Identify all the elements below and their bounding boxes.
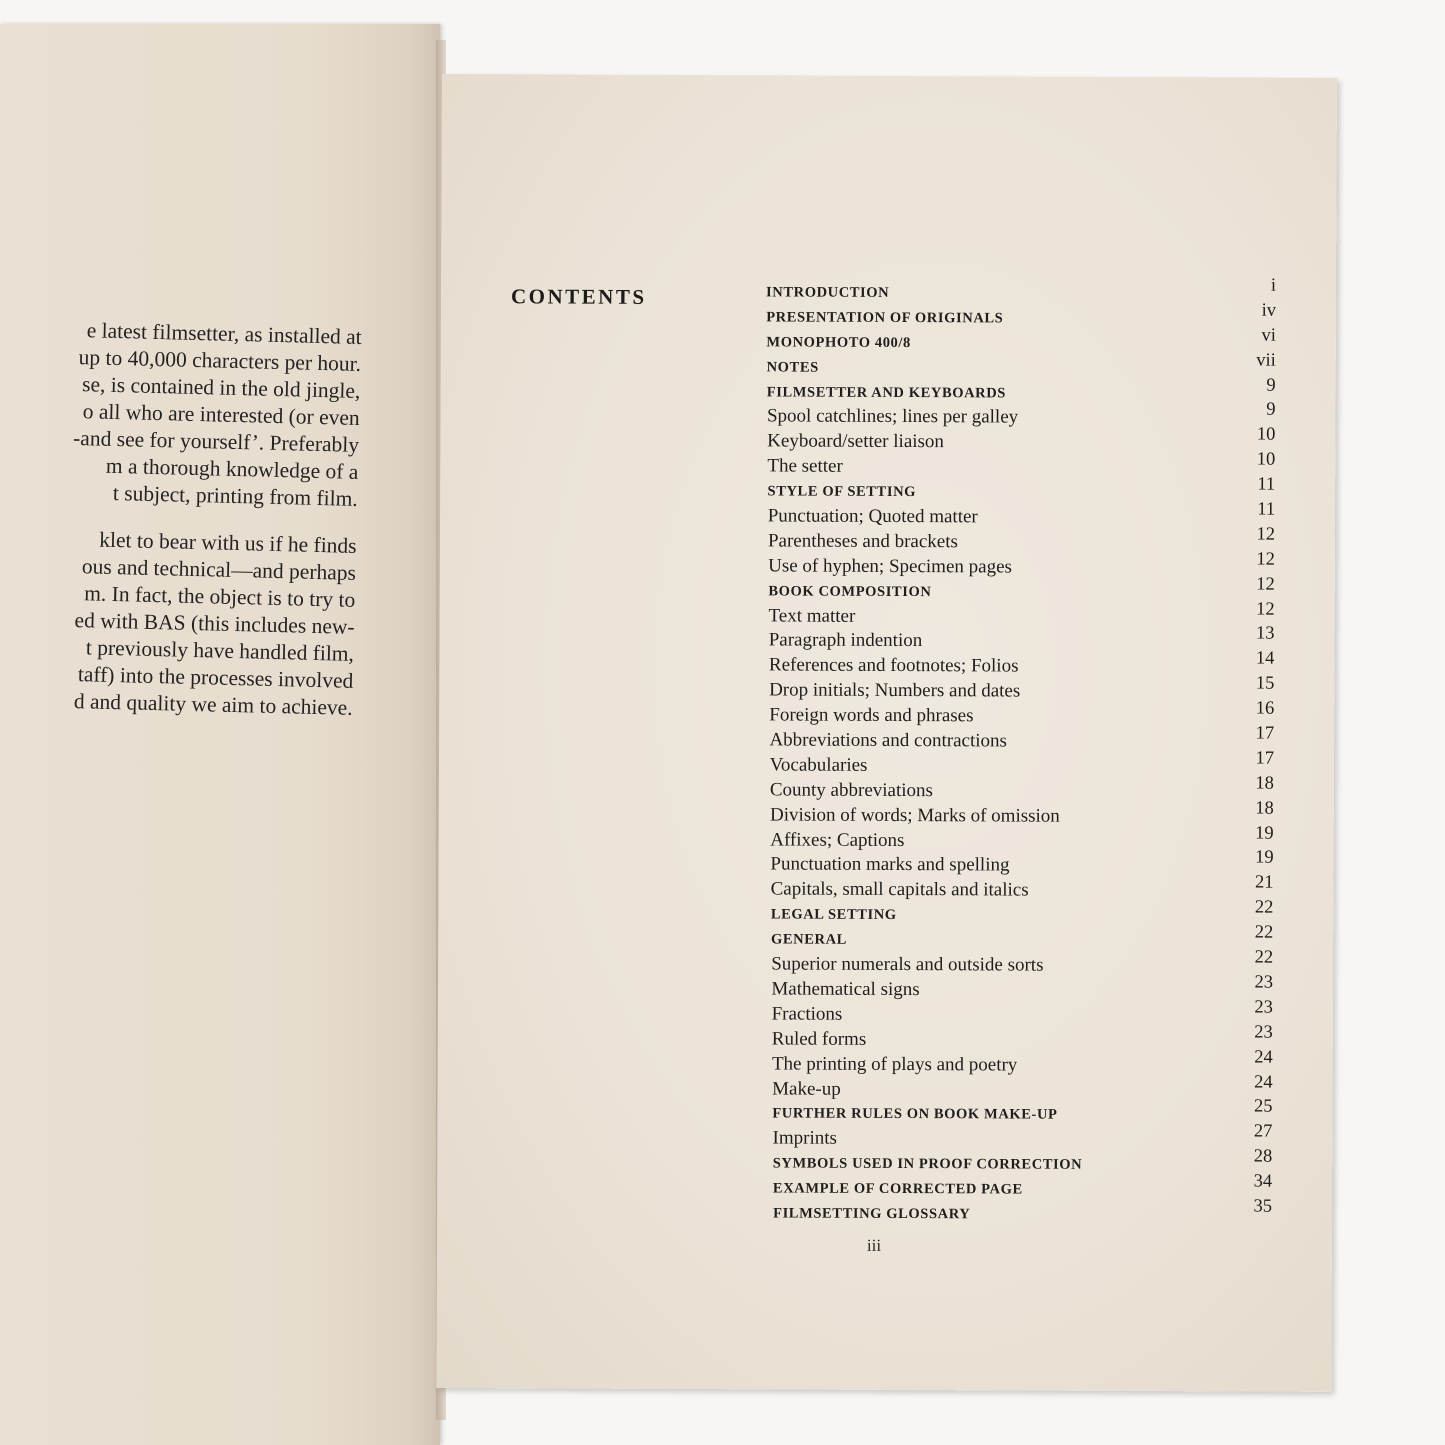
contents-title: CONTENTS (510, 284, 647, 309)
toc-entry (764, 748, 1275, 780)
toc-entry-label: Superior numerals and outside sorts (771, 953, 1044, 976)
toc-entry-label: GENERAL (770, 931, 847, 948)
toc-entry (766, 375, 1276, 407)
toc-entry-label: Mathematical signs (771, 978, 920, 1001)
toc-entry (763, 1072, 1273, 1104)
toc-entry-label: Punctuation; Quoted matter (767, 505, 978, 528)
toc-entry-page: 12 (1256, 599, 1275, 620)
toc-entry-label: County abbreviations (769, 779, 933, 801)
toc-entry-page: 21 (1254, 872, 1274, 894)
left-line: m. In fact, the object is to try to (83, 581, 356, 612)
left-line: m a thorough knowledge of a (105, 453, 359, 484)
toc-entry-label: References and footnotes; Folios (768, 654, 1019, 677)
toc-entry-label: Make-up (772, 1077, 841, 1100)
toc-entry (764, 624, 1275, 656)
toc-entry-label: Division of words; Marks of omission (770, 804, 1060, 827)
toc-entry (765, 400, 1276, 432)
toc-entry-page: 11 (1257, 474, 1276, 495)
toc-entry-label: Vocabularies (769, 754, 868, 776)
toc-entry-page: 9 (1266, 375, 1276, 396)
toc-entry-label: SYMBOLS USED IN PROOF CORRECTION (772, 1155, 1083, 1173)
toc-entry (766, 300, 1277, 332)
toc-entry-page: 19 (1255, 848, 1274, 869)
toc-entry-label: Affixes; Captions (770, 829, 905, 851)
toc-entry-page: 14 (1255, 648, 1275, 669)
toc-entry-label: Abbreviations and contractions (769, 729, 1007, 752)
toc-entry-label: INTRODUCTION (766, 284, 890, 301)
toc-entry-label: LEGAL SETTING (770, 906, 897, 924)
toc-entry-page: 19 (1255, 823, 1274, 844)
toc-entry (763, 848, 1274, 880)
toc-entry (763, 872, 1274, 905)
toc-entry-page: 34 (1253, 1171, 1273, 1192)
toc-entry-page: 18 (1255, 798, 1274, 819)
toc-entry-page: 22 (1254, 897, 1274, 918)
toc-entry-page: 16 (1255, 698, 1275, 719)
toc-entry (765, 424, 1276, 457)
toc-entry (763, 972, 1274, 1004)
toc-entry (765, 474, 1276, 507)
toc-entry (763, 897, 1274, 930)
toc-entry (764, 798, 1274, 830)
left-page-text (0, 309, 362, 742)
toc-entry-label: FILMSETTER AND KEYBOARDS (766, 383, 1007, 402)
toc-entry (763, 1022, 1273, 1054)
toc-entry-page: iv (1261, 300, 1277, 321)
toc-entry (765, 449, 1276, 482)
toc-entry-label: FILMSETTING GLOSSARY (773, 1205, 971, 1223)
toc-entry-page: 23 (1254, 1022, 1273, 1043)
toc-entry (762, 1146, 1273, 1179)
toc-entry (764, 823, 1274, 855)
toc-entry-page: 18 (1255, 773, 1274, 794)
left-paragraph-1 (0, 309, 362, 513)
toc-entry-label: BOOK COMPOSITION (768, 583, 932, 600)
toc-entry-label: FURTHER RULES ON BOOK MAKE-UP (772, 1105, 1058, 1124)
toc-entry-page: 12 (1256, 524, 1276, 545)
toc-entry (765, 599, 1275, 631)
toc-entry (766, 275, 1277, 307)
toc-entry (762, 1171, 1273, 1203)
toc-entry-label: MONOPHOTO 400/8 (766, 334, 911, 351)
left-line: o all who are interested (or even (82, 399, 360, 430)
toc-entry-page: 10 (1256, 424, 1276, 445)
toc-entry (763, 1047, 1273, 1079)
toc-entry-page: 22 (1254, 922, 1274, 943)
toc-entry-page: 10 (1256, 449, 1276, 470)
toc-entry (764, 648, 1275, 681)
toc-entry-label: Punctuation marks and spelling (770, 853, 1010, 876)
toc-entry-label: STYLE OF SETTING (767, 483, 917, 501)
toc-entry-page: 23 (1254, 972, 1274, 993)
toc-entry (765, 574, 1275, 606)
toc-entry-label: Drop initials; Numbers and dates (769, 679, 1021, 702)
toc-entry (765, 549, 1275, 581)
toc-entry (764, 673, 1275, 706)
toc-entry-page: 25 (1253, 1096, 1273, 1118)
toc-entry (763, 997, 1273, 1029)
toc-entry-page: 15 (1255, 673, 1275, 694)
left-page (0, 24, 440, 1445)
left-line: -and see for yourself’. Preferably (72, 425, 360, 457)
toc-entry-page: 24 (1254, 1072, 1273, 1093)
toc-entry (762, 1196, 1273, 1228)
toc-entry-label: Foreign words and phrases (769, 704, 974, 727)
toc-entry-label: Keyboard/setter liaison (767, 430, 945, 453)
toc-entry-page: 9 (1266, 400, 1276, 421)
table-of-contents (762, 275, 1277, 1228)
toc-entry-page: 24 (1254, 1047, 1273, 1068)
left-line: d and quality we aim to achieve. (73, 689, 353, 720)
toc-entry-page: 22 (1254, 947, 1274, 968)
toc-entry-label: The setter (767, 455, 843, 477)
toc-entry-page: 12 (1256, 549, 1275, 570)
left-line: ous and technical—and perhaps (81, 554, 357, 585)
toc-entry (766, 325, 1276, 357)
toc-entry (765, 499, 1276, 531)
toc-entry (762, 1121, 1273, 1154)
toc-entry-page: vii (1256, 350, 1276, 371)
toc-entry-page: 28 (1253, 1146, 1273, 1167)
toc-entry (763, 922, 1274, 955)
toc-entry-label: Paragraph indention (768, 629, 923, 652)
toc-entry-label: The printing of plays and poetry (771, 1053, 1018, 1076)
toc-entry-page: vi (1261, 325, 1276, 346)
toc-entry-label: Parentheses and brackets (767, 530, 958, 553)
left-line: klet to bear with us if he finds (99, 527, 357, 558)
toc-entry-page: 23 (1254, 997, 1273, 1018)
left-line: se, is contained in the old jingle, (81, 372, 361, 403)
page-folio: iii (866, 1235, 882, 1255)
toc-entry-page: 12 (1256, 574, 1275, 595)
toc-entry-label: NOTES (766, 359, 819, 376)
toc-entry-label: Fractions (771, 1003, 843, 1025)
left-paragraph-2 (0, 518, 357, 722)
toc-entry-page: 11 (1257, 499, 1276, 520)
toc-entry-label: Capitals, small capitals and italics (770, 878, 1029, 901)
toc-entry-label: PRESENTATION OF ORIGINALS (766, 309, 1004, 327)
left-line: e latest filmsetter, as installed at (86, 318, 362, 349)
toc-entry-page: 35 (1253, 1196, 1273, 1217)
toc-entry (766, 350, 1276, 382)
toc-entry (763, 947, 1274, 979)
right-page (436, 74, 1337, 1392)
toc-entry-page: 17 (1255, 748, 1275, 769)
toc-entry (764, 723, 1275, 755)
left-line: up to 40,000 characters per hour. (78, 345, 362, 376)
toc-entry-label: EXAMPLE OF CORRECTED PAGE (772, 1180, 1023, 1198)
toc-entry-label: Ruled forms (771, 1028, 867, 1050)
toc-entry-page: 27 (1253, 1121, 1273, 1142)
left-line: taff) into the processes involved (77, 662, 354, 693)
toc-entry (762, 1096, 1273, 1129)
toc-entry-page: 13 (1256, 624, 1275, 645)
toc-entry-page: i (1270, 275, 1277, 296)
left-line: t subject, printing from film. (112, 480, 359, 511)
toc-entry-label: Text matter (768, 605, 856, 627)
toc-entry-page: 17 (1255, 723, 1275, 744)
toc-entry (764, 773, 1274, 805)
toc-entry (765, 524, 1276, 556)
toc-entry-label: Spool catchlines; lines per galley (766, 405, 1019, 428)
left-line: ed with BAS (this includes new- (74, 608, 355, 639)
left-line: t previously have handled film, (85, 635, 355, 666)
toc-entry-label: Imprints (772, 1127, 837, 1150)
toc-entry (764, 698, 1275, 731)
toc-entry-label: Use of hyphen; Specimen pages (768, 555, 1012, 578)
